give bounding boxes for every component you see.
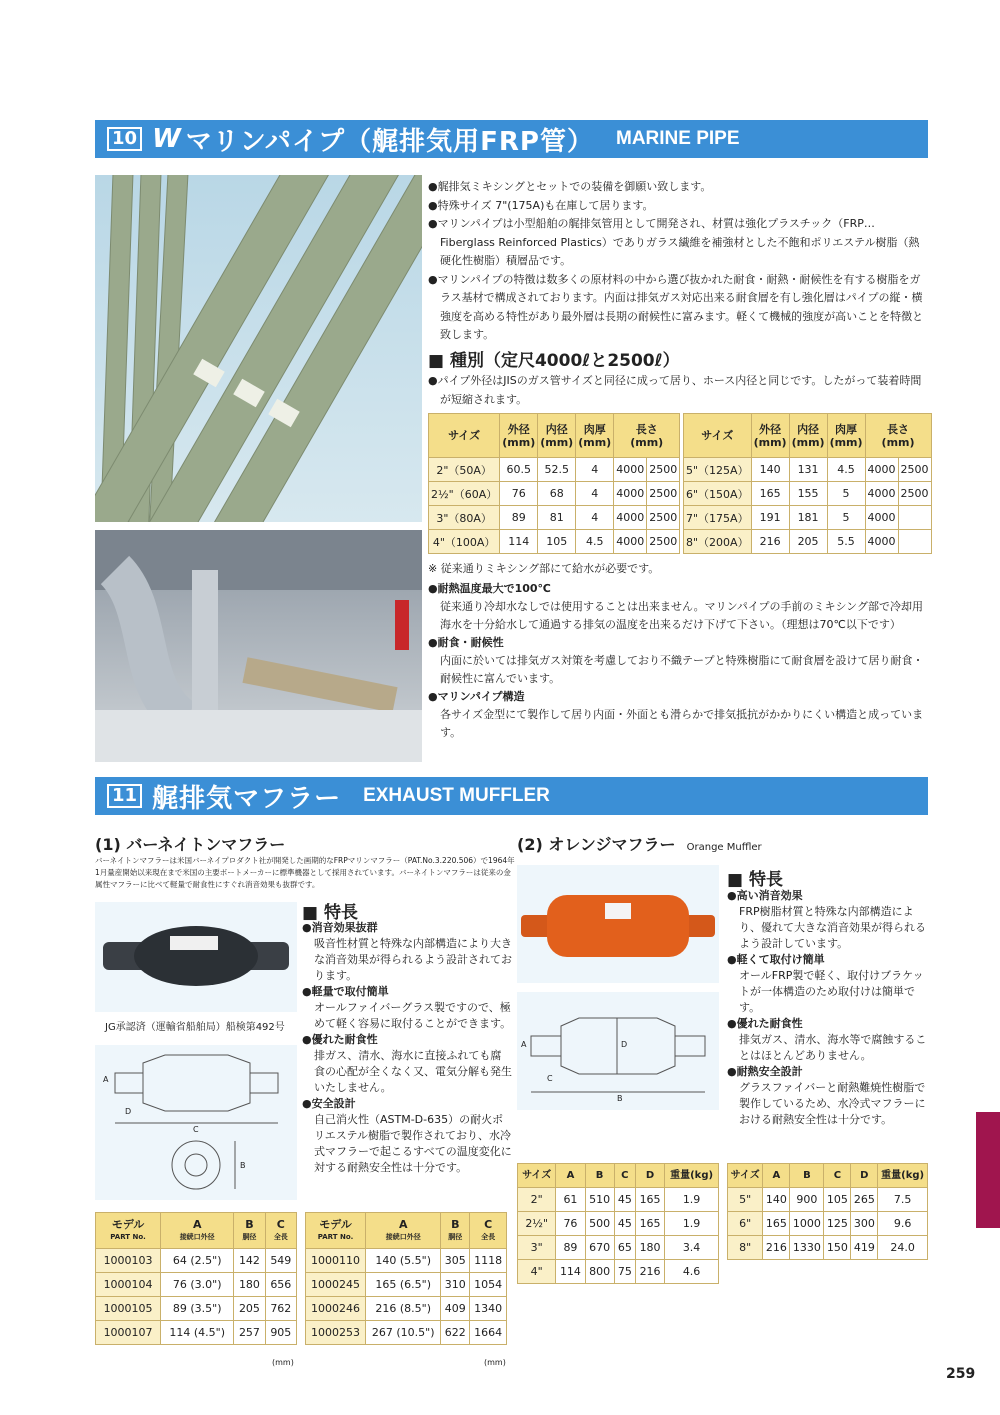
col-header-sub: 胴径: [448, 1232, 463, 1241]
table-row: [306, 1297, 507, 1321]
feature-item: [727, 1016, 927, 1064]
col-header-main: C: [484, 1217, 493, 1231]
table-cell: 2500: [647, 482, 680, 506]
table-cell: 4000: [865, 458, 898, 482]
col-header: [234, 1213, 265, 1249]
orange-muffler-icon: [517, 865, 719, 983]
col-header: B: [585, 1164, 614, 1188]
feature-body: グラスファイバーと耐熱難焼性樹脂で製作しているため、水冷式マフラーにおける耐熱安全性は十分です。: [739, 1081, 926, 1126]
table-cell: [898, 530, 931, 554]
table-cell: 5: [827, 506, 865, 530]
section-10-banner: [95, 120, 928, 158]
table-cell: 2500: [898, 458, 931, 482]
table-row: [728, 1188, 928, 1212]
col-header: 肉厚 (mm): [576, 414, 614, 458]
col-header-main: B: [451, 1217, 460, 1231]
feature-item: [727, 952, 927, 1016]
col-header: D: [635, 1164, 664, 1188]
table-cell: 180: [234, 1273, 265, 1297]
table-cell: 2500: [898, 482, 931, 506]
table-cell: 4000: [865, 482, 898, 506]
col-header: 外径 (mm): [500, 414, 538, 458]
feature-body: 内面に於いては排気ガス対策を考慮しており不織テープと特殊樹脂にて耐食層を設けて居り耐食・耐候性に富んでいます。: [440, 654, 924, 685]
col-header: 内径 (mm): [538, 414, 576, 458]
table-cell: 1000110: [306, 1249, 366, 1273]
table-cell: 5": [728, 1188, 763, 1212]
feature-title: ●軽量で取付簡単: [302, 985, 389, 998]
table-cell: 267 (10.5"): [366, 1321, 441, 1345]
table-cell: 140: [763, 1188, 790, 1212]
table-cell: 1000245: [306, 1273, 366, 1297]
dim-label: C: [547, 1074, 553, 1083]
table-cell: 419: [851, 1236, 878, 1260]
bullet-item: ●マリンパイプの特徴は数多くの原材料の中から選び抜かれた耐食・耐熱・耐候性を有する樹脂をガラス基材で構成されております。内面は排気ガス対応出来る耐食層を有し強化層はパイプの縦・横強度を高める特性があり最外層は長期の耐候性に富みます。軽くて機械的強度が高いことを特徴と致します。: [428, 272, 924, 341]
orange-heading-text: (2) オレンジマフラー: [517, 835, 676, 854]
feature-body: オールFRP製で軽く、取付けブラケットが一体構造のため取付けは簡単です。: [739, 969, 924, 1014]
table-cell: 89: [500, 506, 538, 530]
table-cell: 165: [635, 1188, 664, 1212]
dim-label: A: [521, 1040, 527, 1049]
col-header: [161, 1213, 234, 1249]
col-header-sub: PART No.: [110, 1232, 146, 1241]
col-header: サイズ: [684, 414, 752, 458]
feature-title: ●マリンパイプ構造: [428, 690, 525, 703]
section-11-banner: [95, 777, 928, 815]
bullet-item: ●特殊サイズ 7"(175A)も在庫して居ります。: [428, 198, 654, 212]
col-header: [441, 1213, 470, 1249]
table-cell: 65: [614, 1236, 635, 1260]
feature-title: ●耐熱安全設計: [727, 1065, 803, 1078]
feature-item: [428, 634, 928, 688]
orange-heading-en: Orange Muffler: [686, 842, 762, 853]
table-cell: 4: [576, 482, 614, 506]
table-row: [96, 1249, 297, 1273]
col-header: C: [824, 1164, 851, 1188]
feature-item: [302, 920, 512, 984]
feature-item: [727, 1064, 927, 1128]
table-cell: 1664: [470, 1321, 507, 1345]
table-cell: 89: [556, 1236, 585, 1260]
col-header: 重量(kg): [878, 1164, 928, 1188]
bullet-item: ●マリンパイプは小型船舶の艉排気管用として開発され、材質は強化プラスチック（FRP…Fiberglass Reinforced Plastics）でありガラス繊維を補強材とした不飽和ポリエステル樹脂（熱硬化性樹脂）積層品です。: [428, 217, 920, 267]
table-cell: 216: [763, 1236, 790, 1260]
feature-title: ●高い消音効果: [727, 889, 803, 902]
col-header: [265, 1213, 296, 1249]
table-cell: 409: [441, 1297, 470, 1321]
table-row: [96, 1297, 297, 1321]
col-header-main: モデル: [319, 1217, 352, 1231]
table-cell: 114 (4.5"): [161, 1321, 234, 1345]
col-header-sub: 全長: [273, 1232, 288, 1241]
feature-body: 排ガス、清水、海水に直接ふれても腐食の心配が全くなく又、電気分解も発生いたしません。: [314, 1049, 512, 1094]
table-row: [684, 506, 932, 530]
unit-label: (mm): [484, 1358, 506, 1367]
barneyton-caption: JG承認済（運輸省船舶局）船検第492号: [105, 1022, 285, 1033]
feature-body: 吸音性材質と特殊な内部構造により大きな消音効果が得られるよう設計されております。: [314, 937, 512, 982]
table-cell: 4000: [865, 506, 898, 530]
orange-muffler-photo: [517, 865, 719, 983]
table-cell: 8"（200A）: [684, 530, 752, 554]
table-cell: 105: [538, 530, 576, 554]
col-header-sub: 全長: [481, 1232, 496, 1241]
section-title: 艉排気マフラー: [152, 783, 342, 814]
table-cell: 165: [635, 1212, 664, 1236]
table-cell: 670: [585, 1236, 614, 1260]
table-cell: 5.5: [827, 530, 865, 554]
table-cell: 4000: [614, 458, 647, 482]
table-cell: 1118: [470, 1249, 507, 1273]
section-subtitle: EXHAUST MUFFLER: [363, 785, 550, 806]
table-cell: 76: [500, 482, 538, 506]
table-row: [518, 1212, 719, 1236]
table-cell: 656: [265, 1273, 296, 1297]
table-cell: 4.5: [827, 458, 865, 482]
col-header: [96, 1213, 161, 1249]
table-cell: 1.9: [665, 1212, 719, 1236]
table-note: ※ 従来通りミキシング部にて給水が必要です。: [428, 562, 660, 575]
table-cell: 1000: [790, 1212, 824, 1236]
col-header: 肉厚 (mm): [827, 414, 865, 458]
orange-table-right: [727, 1163, 928, 1260]
barneyton-table-left: [95, 1212, 297, 1345]
table-cell: 2500: [647, 506, 680, 530]
col-header-sub: 胴径: [242, 1232, 257, 1241]
barneyton-features-heading: ■ 特長: [302, 903, 358, 923]
table-row: [429, 458, 680, 482]
dim-label: A: [103, 1075, 109, 1084]
table-cell: 76 (3.0"): [161, 1273, 234, 1297]
feature-body: 従来通り冷却水なしでは使用することは出来ません。マリンパイプの手前のミキシング部で冷却用海水を十分給水して通過する排気の温度を出来るだけ下げて下さい。（理想は70℃以下です）: [440, 600, 923, 631]
table-cell: 140: [751, 458, 789, 482]
col-header: サイズ: [728, 1164, 763, 1188]
table-cell: 3.4: [665, 1236, 719, 1260]
barneyton-description: バーネイトンマフラーは米国バーネイプロダクト社が開発した画期的なFRPマリンマフラー（PAT.No.3.220.506）で1964年1月量産開始以来現在まで米国の主要ボートメーカーに標準機器として採用されています。バーネイトンマフラーは従来の金属性マフラーに比べて軽量で耐食性にすぐれ消音効果も抜群です。: [95, 856, 515, 889]
table-cell: 7.5: [878, 1188, 928, 1212]
table-cell: 89 (3.5"): [161, 1297, 234, 1321]
table-cell: 216: [635, 1260, 664, 1284]
feature-title: ●消音効果抜群: [302, 921, 378, 934]
feature-item: [302, 1032, 512, 1096]
table-row: [96, 1273, 297, 1297]
table-cell: 191: [751, 506, 789, 530]
table-cell: 1000105: [96, 1297, 161, 1321]
col-header: サイズ: [429, 414, 500, 458]
table-cell: 2": [518, 1188, 556, 1212]
table-cell: 216 (8.5"): [366, 1297, 441, 1321]
feature-body: 各サイズ金型にて製作して居り内面・外面とも滑らかで排気抵抗がかかりにくい構造と成っています。: [440, 708, 924, 739]
table-cell: 165 (6.5"): [366, 1273, 441, 1297]
table-cell: 1.9: [665, 1188, 719, 1212]
table-cell: 265: [851, 1188, 878, 1212]
table-cell: 300: [851, 1212, 878, 1236]
pipe-illustration-icon: [95, 175, 422, 522]
feature-body: 自己消火性（ASTM-D-635）の耐火ポリエステル樹脂で製作されており、水冷式マフラーで起こるすべての温度変化に対する耐熱安全性は十分です。: [314, 1113, 512, 1174]
table-row: [518, 1188, 719, 1212]
table-cell: 5: [827, 482, 865, 506]
table-cell: 3"（80A）: [429, 506, 500, 530]
table-cell: 60.5: [500, 458, 538, 482]
col-header: A: [763, 1164, 790, 1188]
table-cell: 5"（125A）: [684, 458, 752, 482]
table-cell: 6"（150A）: [684, 482, 752, 506]
table-cell: 800: [585, 1260, 614, 1284]
table-cell: 7"（175A）: [684, 506, 752, 530]
table-cell: 165: [751, 482, 789, 506]
unit-label: (mm): [272, 1358, 294, 1367]
table-cell: 4000: [614, 482, 647, 506]
feature-body: オールファイバーグラス製ですので、極めて軽く容易に取付ることができます。: [314, 1001, 512, 1030]
table-cell: 500: [585, 1212, 614, 1236]
feature-item: [727, 888, 927, 952]
table-cell: 900: [790, 1188, 824, 1212]
table-cell: 4000: [614, 506, 647, 530]
table-cell: 1000107: [96, 1321, 161, 1345]
barneyton-heading: (1) バーネイトンマフラー: [95, 835, 286, 854]
col-header-main: B: [245, 1217, 254, 1231]
dim-label: D: [621, 1040, 628, 1049]
table-cell: 1000253: [306, 1321, 366, 1345]
table-cell: 125: [824, 1212, 851, 1236]
table-cell: 1330: [790, 1236, 824, 1260]
table-row: [518, 1236, 719, 1260]
table-cell: 61: [556, 1188, 585, 1212]
feature-title: ●安全設計: [302, 1097, 356, 1110]
marine-pipe-description: [428, 178, 928, 345]
table-cell: 905: [265, 1321, 296, 1345]
types-note: [428, 372, 928, 409]
table-cell: 114: [500, 530, 538, 554]
table-cell: 181: [789, 506, 827, 530]
col-header: 長さ (mm): [865, 414, 931, 458]
orange-features: [727, 888, 927, 1128]
feature-item: [302, 1096, 512, 1176]
dim-label: C: [193, 1125, 199, 1134]
table-cell: 4: [576, 458, 614, 482]
table-cell: 622: [441, 1321, 470, 1345]
col-header-main: モデル: [111, 1217, 145, 1231]
table-cell: 310: [441, 1273, 470, 1297]
orange-table-left: [517, 1163, 719, 1284]
brand-logo-icon: W: [152, 124, 182, 154]
col-header: D: [851, 1164, 878, 1188]
table-cell: 64 (2.5"): [161, 1249, 234, 1273]
table-cell: 4": [518, 1260, 556, 1284]
dim-label: B: [617, 1094, 623, 1103]
table-cell: 1000246: [306, 1297, 366, 1321]
feature-title: ●耐食・耐候性: [428, 636, 504, 649]
table-cell: 165: [763, 1212, 790, 1236]
table-cell: 81: [538, 506, 576, 530]
section-number: 11: [107, 784, 142, 808]
col-header: 重量(kg): [665, 1164, 719, 1188]
installation-photo: [95, 530, 422, 762]
col-header: [306, 1213, 366, 1249]
col-header: サイズ: [518, 1164, 556, 1188]
table-row: [684, 482, 932, 506]
table-cell: 45: [614, 1212, 635, 1236]
table-cell: 105: [824, 1188, 851, 1212]
table-cell: 2"（50A）: [429, 458, 500, 482]
feature-body: FRP樹脂材質と特殊な内部構造により、優れて大きな消音効果が得られるよう設計しています。: [739, 905, 926, 950]
types-note-text: ●パイプ外径はJISのガス管サイズと同径に成って居り、ホース内径と同じです。したがって装着時間が短縮されます。: [428, 374, 922, 406]
table-cell: 24.0: [878, 1236, 928, 1260]
table-cell: 216: [751, 530, 789, 554]
table-cell: 1054: [470, 1273, 507, 1297]
col-header: [470, 1213, 507, 1249]
table-cell: 4"（100A）: [429, 530, 500, 554]
table-row: [306, 1321, 507, 1345]
col-header-sub: 接続口外径: [179, 1232, 215, 1241]
barneyton-dimension-diagram: [95, 1045, 297, 1200]
col-header-main: A: [398, 1217, 408, 1231]
bullet-item: ●艉排気ミキシングとセットでの装備を御願い致します。: [428, 180, 712, 193]
col-header: C: [614, 1164, 635, 1188]
table-cell: 2500: [647, 530, 680, 554]
feature-item: [428, 580, 928, 634]
marine-pipe-features: [428, 580, 928, 742]
table-cell: 1000104: [96, 1273, 161, 1297]
table-row: [518, 1260, 719, 1284]
barneyton-table-right: [305, 1212, 507, 1345]
page-edge-tab: [976, 1112, 1000, 1228]
table-cell: 142: [234, 1249, 265, 1273]
feature-item: [428, 688, 928, 742]
table-row: [429, 482, 680, 506]
table-cell: 76: [556, 1212, 585, 1236]
table-cell: 4: [576, 506, 614, 530]
feature-body: 排気ガス、清水、海水等で腐蝕することはほとんどありません。: [739, 1033, 927, 1062]
table-cell: 52.5: [538, 458, 576, 482]
barneyton-photo: [95, 902, 297, 1012]
table-cell: 9.6: [878, 1212, 928, 1236]
feature-title: ●優れた耐食性: [302, 1033, 378, 1046]
table-row: [429, 530, 680, 554]
table-cell: 205: [234, 1297, 265, 1321]
section-subtitle: MARINE PIPE: [616, 128, 740, 149]
table-cell: 131: [789, 458, 827, 482]
col-header: 外径 (mm): [751, 414, 789, 458]
table-cell: 68: [538, 482, 576, 506]
black-muffler-icon: [95, 902, 297, 1012]
table-cell: [898, 506, 931, 530]
barneyton-features: [302, 920, 512, 1176]
col-header: 内径 (mm): [789, 414, 827, 458]
table-cell: 4.6: [665, 1260, 719, 1284]
table-row: [684, 530, 932, 554]
table-cell: 75: [614, 1260, 635, 1284]
table-cell: 4000: [865, 530, 898, 554]
pipe-spec-table-right: [683, 413, 932, 554]
table-row: [429, 506, 680, 530]
orange-dimension-diagram: [517, 992, 719, 1110]
table-cell: 1000103: [96, 1249, 161, 1273]
table-cell: 205: [789, 530, 827, 554]
table-cell: 1340: [470, 1297, 507, 1321]
table-cell: 3": [518, 1236, 556, 1260]
col-header-main: C: [276, 1217, 285, 1231]
col-header: A: [556, 1164, 585, 1188]
exhaust-installation-icon: [95, 530, 422, 762]
muffler-dimension-icon: [95, 1045, 297, 1200]
table-cell: 2500: [647, 458, 680, 482]
col-header: [366, 1213, 441, 1249]
table-cell: 2½": [518, 1212, 556, 1236]
table-cell: 4000: [614, 530, 647, 554]
section-title: マリンパイプ（艉排気用FRP管）: [185, 126, 594, 157]
section-number: 10: [107, 127, 142, 151]
table-cell: 45: [614, 1188, 635, 1212]
types-heading: ■ 種別（定尺4000ℓと2500ℓ）: [428, 351, 680, 371]
dim-label: B: [240, 1161, 246, 1170]
dim-label: D: [125, 1107, 132, 1116]
table-cell: 4.5: [576, 530, 614, 554]
table-row: [684, 458, 932, 482]
feature-title: ●耐熱温度最大で100℃: [428, 582, 551, 595]
table-row: [96, 1321, 297, 1345]
table-cell: 150: [824, 1236, 851, 1260]
table-cell: 762: [265, 1297, 296, 1321]
col-header-main: A: [192, 1217, 202, 1231]
col-header-sub: PART No.: [317, 1232, 354, 1241]
table-cell: 180: [635, 1236, 664, 1260]
col-header: B: [790, 1164, 824, 1188]
table-cell: 8": [728, 1236, 763, 1260]
table-row: [306, 1273, 507, 1297]
table-row: [728, 1236, 928, 1260]
table-cell: 140 (5.5"): [366, 1249, 441, 1273]
feature-item: [302, 984, 512, 1032]
table-cell: 2½"（60A）: [429, 482, 500, 506]
orange-features-heading: ■ 特長: [727, 870, 783, 890]
table-cell: 114: [556, 1260, 585, 1284]
col-header: 長さ (mm): [614, 414, 680, 458]
col-header-sub: 接続口外径: [385, 1232, 421, 1241]
table-cell: 510: [585, 1188, 614, 1212]
pipe-spec-table-left: [428, 413, 680, 554]
marine-pipe-photo: [95, 175, 422, 522]
orange-heading: [517, 832, 762, 855]
table-cell: 305: [441, 1249, 470, 1273]
table-cell: 257: [234, 1321, 265, 1345]
feature-title: ●軽くて取付け簡単: [727, 953, 825, 966]
table-cell: 155: [789, 482, 827, 506]
muffler-dimension-icon: [517, 992, 719, 1110]
table-cell: 549: [265, 1249, 296, 1273]
table-row: [728, 1212, 928, 1236]
page-number: 259: [946, 1366, 976, 1382]
table-cell: 6": [728, 1212, 763, 1236]
table-row: [306, 1249, 507, 1273]
feature-title: ●優れた耐食性: [727, 1017, 803, 1030]
